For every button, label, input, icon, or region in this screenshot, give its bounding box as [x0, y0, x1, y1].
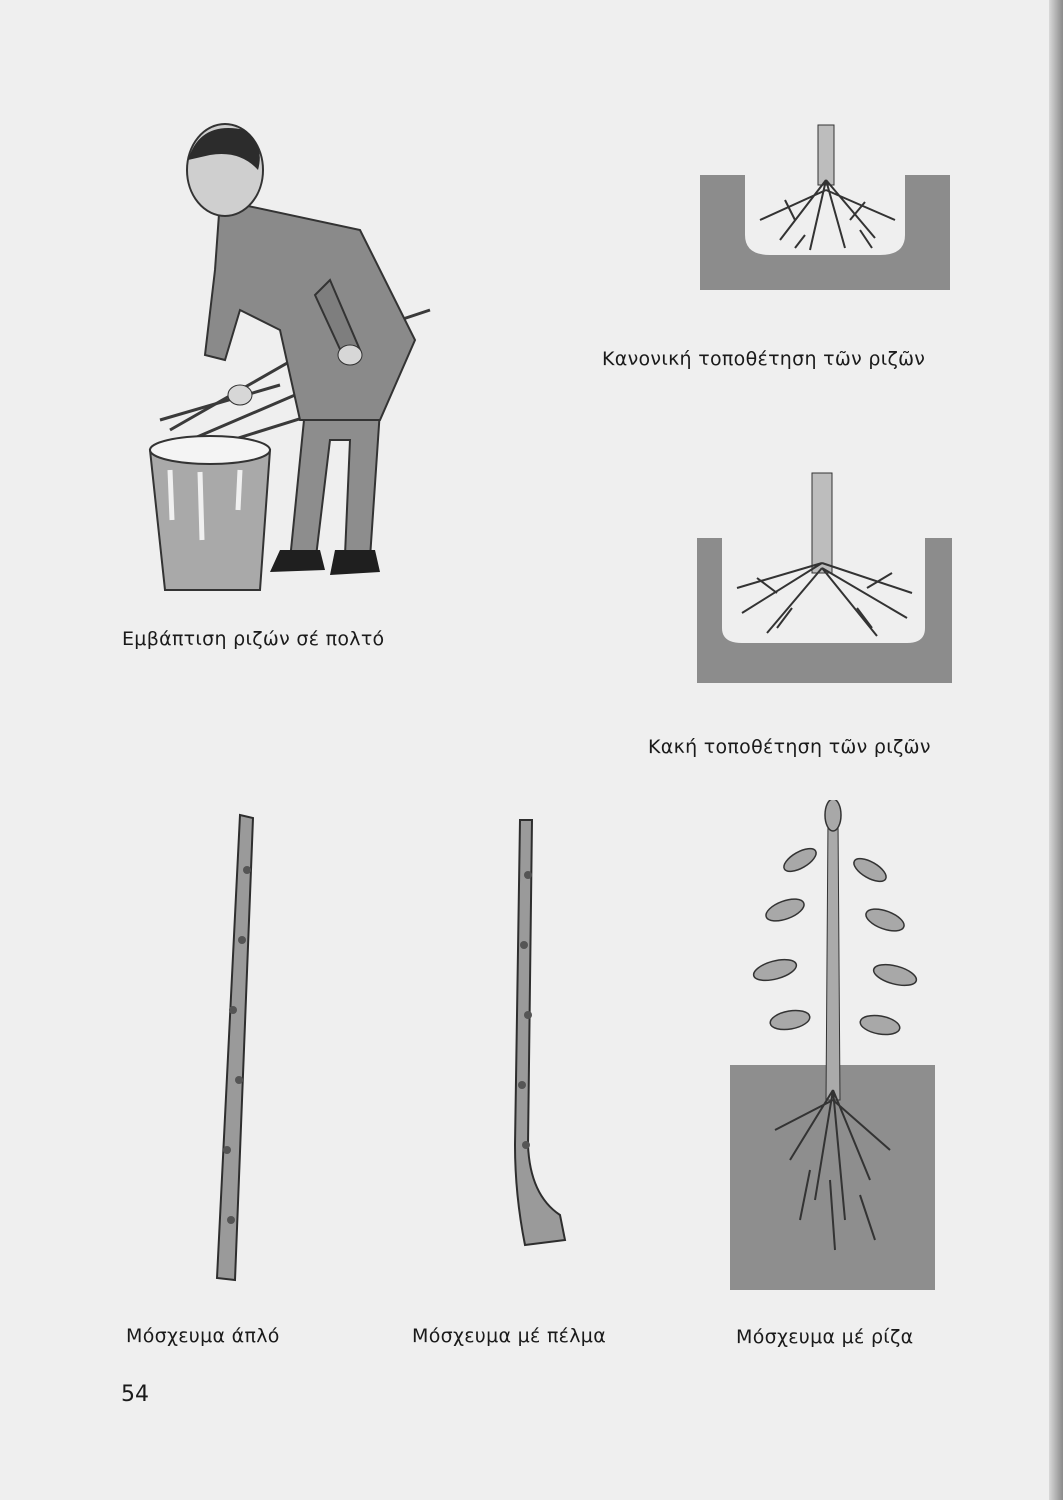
caption-simple-cutting: Μόσχευμα άπλό [126, 1325, 280, 1347]
page-edge-shadow [1049, 0, 1063, 1500]
caption-correct-placement: Κανονική τοποθέτηση τῶν ριζῶν [602, 348, 926, 370]
caption-wrong-placement: Κακή τοποθέτηση τῶν ριζῶν [648, 736, 931, 758]
wrong-root-placement-illustration [697, 468, 952, 683]
caption-dipping: Εμβάπτιση ριζών σέ πολτό [122, 628, 385, 650]
simple-cutting-illustration [195, 810, 285, 1290]
rooted-cutting-illustration [730, 800, 940, 1295]
caption-rooted-cutting: Μόσχευμα μέ ρίζα [736, 1326, 914, 1348]
page-number: 54 [121, 1382, 149, 1407]
dipping-illustration [130, 110, 450, 600]
heel-cutting-illustration [490, 815, 580, 1255]
caption-heel-cutting: Μόσχευμα μέ πέλμα [412, 1325, 607, 1347]
correct-root-placement-illustration [700, 120, 950, 290]
